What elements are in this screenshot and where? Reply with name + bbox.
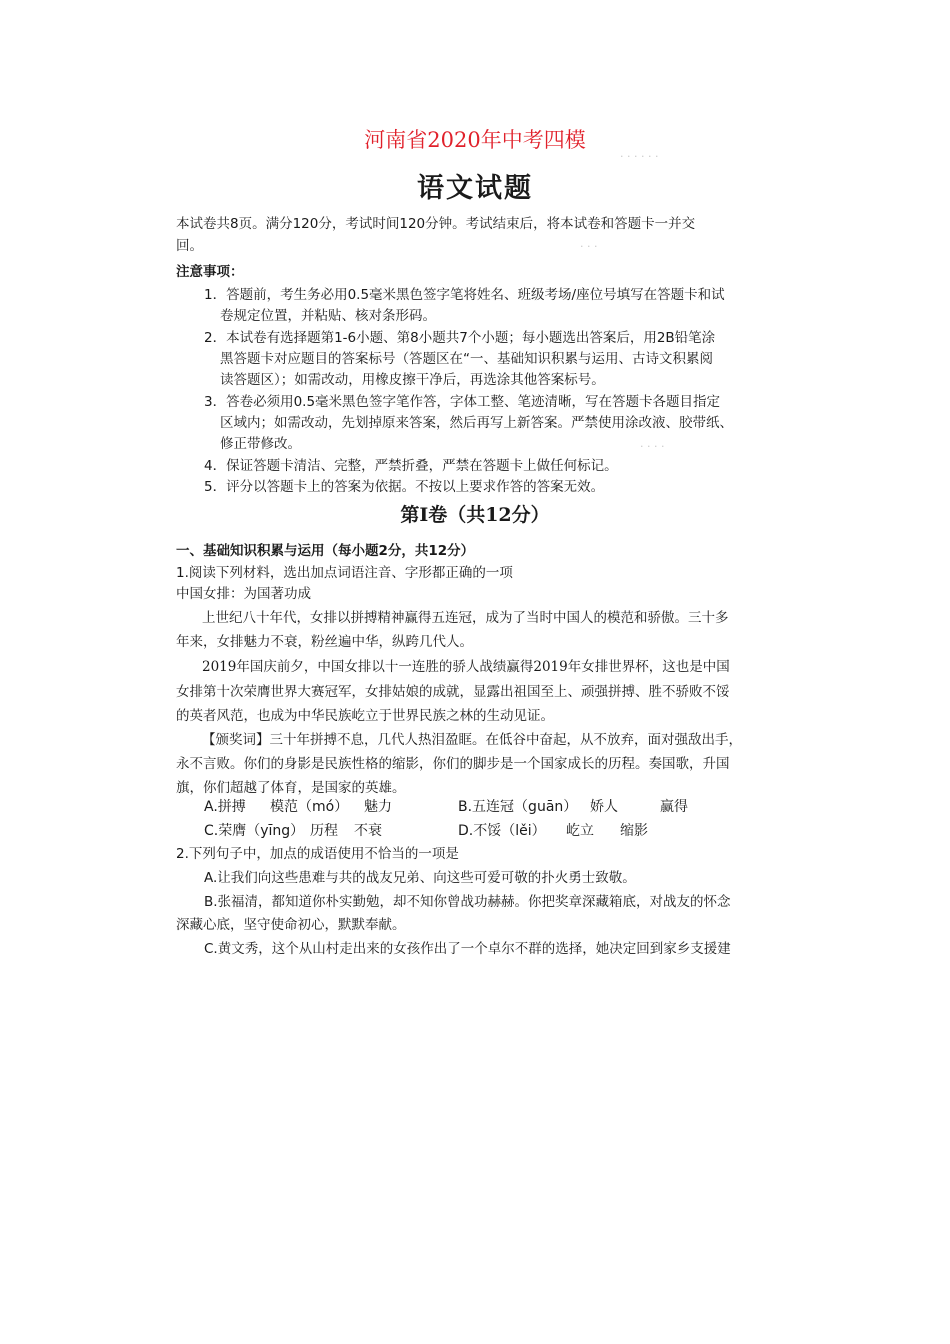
- passage-subtitle: 中国女排：为国著功成: [176, 586, 311, 602]
- bleed-through-mark: · · · · · ·: [620, 150, 659, 163]
- note-line: 2．本试卷有选择题第1-6小题、第8小题共7个小题；每小题选出答案后，用2B铅笔涂: [204, 330, 716, 346]
- passage-line: 的英者风范，也成为中华民族屹立于世界民族之林的生动见证。: [176, 708, 554, 724]
- q2-line: A.让我们向这些患难与共的战友兄弟、向这些可爱可敬的扑火勇士致敬。: [204, 870, 636, 886]
- question-1-stem: 1.阅读下列材料，选出加点词语注音、字形都正确的一项: [176, 565, 513, 581]
- passage-line: 年来，女排魅力不衰，粉丝遍中华，纵跨几代人。: [176, 634, 473, 650]
- notes-heading: 注意事项：: [176, 264, 244, 280]
- q2-line: B.张福清，都知道你朴实勤勉，却不知你曾战功赫赫。你把奖章深藏箱底，对战友的怀念: [204, 894, 731, 910]
- option-d-word-1: D.不馁（lěi）: [458, 823, 546, 839]
- option-c-word-2: 历程: [310, 823, 338, 839]
- note-line: 区域内；如需改动，先划掉原来答案，然后再写上新答案。严禁使用涂改液、胶带纸、: [220, 415, 733, 431]
- note-line: 5．评分以答题卡上的答案为依据。不按以上要求作答的答案无效。: [204, 479, 605, 495]
- section-title: 第Ⅰ卷（共12分）: [400, 504, 550, 526]
- intro-line-2: 回。: [176, 238, 203, 254]
- option-a-word-2: 模范（mó）: [270, 799, 349, 815]
- note-line: 修正带修改。: [220, 436, 301, 452]
- document-source-title: 河南省2020年中考四模: [364, 128, 586, 152]
- passage-line: 上世纪八十年代，女排以拼搏精神赢得五连冠，成为了当时中国人的模范和骄傲。三十多: [202, 610, 729, 626]
- note-line: 卷规定位置，并粘贴、核对条形码。: [220, 308, 436, 324]
- exam-title: 语文试题: [417, 173, 533, 204]
- q2-line: C.黄文秀，这个从山村走出来的女孩作出了一个卓尔不群的选择，她决定回到家乡支援建: [204, 941, 731, 957]
- option-b-word-2: 娇人: [590, 799, 618, 815]
- q2-line: 深藏心底，坚守使命初心，默默奉献。: [176, 917, 406, 933]
- part-heading: 一、基础知识积累与运用（每小题2分，共12分）: [176, 543, 475, 559]
- intro-line-1: 本试卷共8页。满分120分，考试时间120分钟。考试结束后，将本试卷和答题卡一并交: [176, 216, 696, 232]
- bleed-through-mark: · · · ·: [640, 440, 665, 453]
- note-line: 读答题区）；如需改动，用橡皮擦干净后，再选涂其他答案标号。: [220, 372, 605, 388]
- question-2-stem: 2.下列句子中，加点的成语使用不恰当的一项是: [176, 846, 459, 862]
- note-line: 3．答卷必须用0.5毫米黑色签字笔作答，字体工整、笔迹清晰，写在答题卡各题目指定: [204, 394, 721, 410]
- note-line: 4．保证答题卡清洁、完整，严禁折叠，严禁在答题卡上做任何标记。: [204, 458, 618, 474]
- note-line: 1．答题前，考生务必用0.5毫米黑色签字笔将姓名、班级考场/座位号填写在答题卡和试: [204, 287, 725, 303]
- passage-line: 旗，你们超越了体育，是国家的英雄。: [176, 780, 406, 796]
- note-line: 黑答题卡对应题目的答案标号（答题区在“一、基础知识积累与运用、古诗文积累阅: [220, 351, 713, 367]
- option-c-word-3: 不衰: [354, 823, 382, 839]
- bleed-through-mark: · · ·: [580, 240, 598, 253]
- option-a-word-3: 魅力: [364, 799, 392, 815]
- option-c-word-1: C.荣膺（yīng）: [204, 823, 305, 839]
- option-d-word-2: 屹立: [566, 823, 594, 839]
- option-b-word-1: B.五连冠（guān）: [458, 799, 578, 815]
- passage-line: 永不言败。你们的身影是民族性格的缩影，你们的脚步是一个国家成长的历程。奏国歌，升国: [176, 756, 730, 772]
- option-b-word-3: 赢得: [660, 799, 688, 815]
- option-a-word-1: A.拼搏: [204, 799, 246, 815]
- passage-line: 女排第十次荣膺世界大赛冠军，女排姑娘的成就，显露出祖国至上、顽强拼搏、胜不骄败不馁: [176, 684, 730, 700]
- passage-line: 【颁奖词】三十年拼搏不息，几代人热泪盈眶。在低谷中奋起，从不放弃，面对强敌出手，: [202, 732, 742, 748]
- passage-line: 2019年国庆前夕，中国女排以十一连胜的骄人战绩赢得2019年女排世界杯，这也是中国: [202, 659, 730, 675]
- option-d-word-3: 缩影: [620, 823, 648, 839]
